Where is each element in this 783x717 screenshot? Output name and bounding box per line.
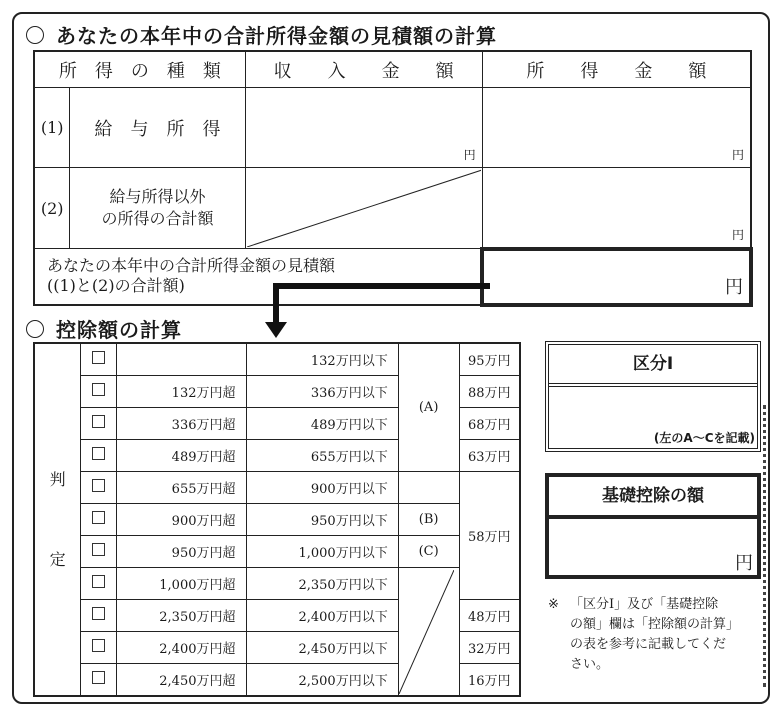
deduction-row: 2,400万円超 2,450万円以下 32万円	[34, 632, 520, 664]
checkbox[interactable]	[92, 447, 105, 460]
diagonal-strike	[247, 169, 481, 247]
total-label: あなたの本年中の合計所得金額の見積額 ((1)と(2)の合計額)	[34, 249, 482, 305]
checkbox[interactable]	[92, 415, 105, 428]
group-a-label: (A)	[398, 343, 459, 472]
group-c-label: (C)	[398, 536, 459, 568]
row-label-salary: 給 与 所 得	[70, 88, 245, 168]
checkbox[interactable]	[92, 607, 105, 620]
kubun-hint: (左のA～Cを記載)	[653, 431, 755, 445]
income-header-row	[34, 51, 751, 88]
deduction-row: 132万円超 336万円以下 88万円	[34, 376, 520, 408]
checkbox[interactable]	[92, 671, 105, 684]
deduction-row: 判 定 132万円以下 (A) 95万円	[34, 343, 520, 376]
deduction-row: 489万円超 655万円以下 63万円	[34, 440, 520, 472]
deduction-row: 336万円超 489万円以下 68万円	[34, 408, 520, 440]
kiso-title: 基礎控除の額	[549, 477, 757, 519]
header-income-type: 所 得 の 種 類	[34, 51, 245, 88]
kiso-field[interactable]	[549, 519, 757, 579]
instruction-note: ※ 「区分Ⅰ」及び「基礎控除 の額」欄は「控除額の計算」 の表を参考に記載してくだ さい。	[548, 597, 740, 672]
income-row-salary	[34, 88, 751, 168]
row-number: (1)	[34, 88, 70, 168]
checkbox[interactable]	[92, 639, 105, 652]
kubun-box	[545, 341, 761, 452]
header-revenue: 収 入 金 額	[245, 51, 482, 88]
income-section-title: あなたの本年中の合計所得金額の見積額の計算	[26, 20, 497, 49]
checkbox[interactable]	[92, 575, 105, 588]
deduction-row: 655万円超 900万円以下 58万円	[34, 472, 520, 504]
salary-revenue-field[interactable]: 円	[245, 88, 482, 168]
deduction-row: 950万円超 1,000万円以下 (C)	[34, 536, 520, 568]
deduction-row: 2,350万円超 2,400万円以下 48万円	[34, 600, 520, 632]
deduction-row: 1,000万円超 2,350万円以下	[34, 568, 520, 600]
group-b-label: (B)	[398, 504, 459, 536]
deduction-section-title: 控除額の計算	[26, 314, 182, 343]
checkbox[interactable]	[92, 479, 105, 492]
income-row-other	[34, 168, 751, 249]
deduction-row: 2,450万円超 2,500万円以下 16万円	[34, 664, 520, 697]
circle-icon	[26, 26, 44, 44]
kiso-box	[545, 473, 761, 579]
judgement-label: 判 定	[34, 343, 81, 696]
other-income-field[interactable]: 円	[482, 168, 751, 249]
deduction-row: 900万円超 950万円以下 (B)	[34, 504, 520, 536]
checkbox[interactable]	[92, 383, 105, 396]
header-income-amount: 所 得 金 額	[482, 51, 751, 88]
kubun-field[interactable]	[549, 387, 757, 448]
row-number: (2)	[34, 168, 70, 249]
checkbox[interactable]	[92, 351, 105, 364]
circle-icon	[26, 320, 44, 338]
income-table	[33, 50, 753, 307]
group-bc-amount: 58万円	[459, 472, 520, 600]
checkbox[interactable]	[92, 543, 105, 556]
checkbox[interactable]	[92, 511, 105, 524]
total-income-field[interactable]: 円	[482, 249, 751, 305]
row-label-other: 給与所得以外 の所得の合計額	[70, 168, 245, 249]
flow-arrow	[260, 282, 500, 342]
deduction-table	[33, 342, 521, 697]
group-diagonal	[398, 568, 459, 697]
kubun-title: 区分Ⅰ	[549, 345, 757, 387]
salary-income-field[interactable]: 円	[482, 88, 751, 168]
perforation-line	[763, 405, 766, 687]
other-revenue-diagonal	[245, 168, 482, 249]
kiso-unit: 円	[735, 553, 753, 574]
